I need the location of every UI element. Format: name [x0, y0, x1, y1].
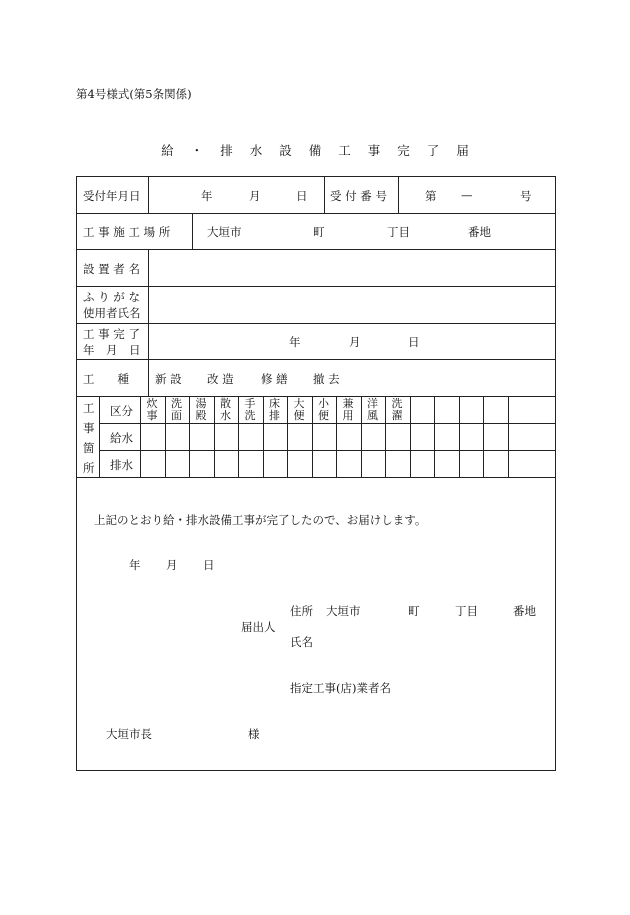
location-label-char: 工 [83, 401, 95, 415]
row-rule [77, 213, 555, 214]
drain-check-cell[interactable] [288, 451, 311, 476]
supply-check-cell[interactable] [386, 424, 409, 449]
site-banchi: 番地 [468, 225, 491, 239]
location-col-label: 便 [318, 409, 329, 422]
col-rule [99, 396, 100, 477]
form-id: 第4号様式(第5条関係) [76, 87, 192, 101]
location-col-label: 洗 [244, 409, 256, 422]
contractor-label: 指定工事(店)業者名 [290, 681, 391, 695]
notify-day: 日 [203, 558, 215, 572]
drain-label: 排水 [110, 458, 133, 472]
addressee: 大垣市長 [106, 727, 152, 741]
location-col-label: 事 [146, 409, 158, 422]
col-rule [148, 177, 149, 213]
drain-check-cell[interactable] [190, 451, 213, 476]
received-day: 日 [296, 189, 308, 203]
location-col-label: 洋 [367, 397, 378, 410]
installer-label: 設 置 者 名 [83, 262, 140, 276]
location-col-rule [459, 396, 460, 477]
form-frame [76, 176, 556, 771]
receipt-no-suffix: 号 [520, 189, 532, 203]
received-date-label: 受付年月日 [83, 189, 141, 203]
supply-check-cell[interactable] [313, 424, 336, 449]
title-char: 給 [161, 143, 174, 158]
site-chome: 丁目 [387, 225, 410, 239]
location-col-rule [508, 396, 509, 477]
title-char: 水 [249, 143, 263, 158]
supply-check-cell[interactable] [362, 424, 385, 449]
supply-check-cell[interactable] [141, 424, 164, 449]
address-town: 町 [408, 604, 420, 618]
col-rule [192, 213, 193, 249]
location-col-rule [410, 396, 411, 477]
work-type-repair[interactable]: 修 繕 [261, 372, 288, 386]
supply-check-cell[interactable] [166, 424, 189, 449]
honorific: 様 [248, 727, 260, 741]
location-col-label: 面 [171, 409, 182, 422]
work-type-label: 工 種 [83, 372, 129, 386]
completion-label-date: 年 月 日 [83, 343, 141, 357]
location-label-char: 所 [83, 461, 95, 475]
title-char: 了 [426, 143, 440, 158]
supply-label: 給水 [110, 431, 133, 445]
supply-check-cell[interactable] [288, 424, 311, 449]
site-label: 工 事 施 工 場 所 [83, 225, 171, 239]
location-col-label: 排 [269, 409, 280, 422]
notify-year: 年 [129, 558, 141, 572]
location-col-label: 洗 [391, 397, 403, 410]
location-col-label: 水 [220, 409, 231, 422]
row-rule [77, 477, 555, 478]
location-col-rule [483, 396, 484, 477]
title-char: 設 [279, 143, 292, 158]
col-rule [324, 177, 325, 213]
receipt-no-dash: — [461, 188, 473, 202]
location-col-label: 炊 [146, 397, 158, 410]
completion-label: 工 事 完 了 [83, 327, 140, 341]
title-char: 届 [456, 143, 469, 158]
drain-check-cell[interactable] [215, 451, 238, 476]
form-title [0, 141, 630, 159]
drain-check-cell[interactable] [362, 451, 385, 476]
location-col-label: 兼 [342, 397, 354, 410]
drain-check-cell[interactable] [337, 451, 360, 476]
supply-check-cell[interactable] [215, 424, 238, 449]
address-chome: 丁目 [455, 604, 478, 618]
work-type-removal[interactable]: 撤 去 [313, 372, 340, 386]
user-name-label: 使用者氏名 [83, 306, 141, 320]
supply-check-cell[interactable] [337, 424, 360, 449]
location-col-label: 洗 [171, 397, 182, 410]
title-char: 工 [338, 143, 351, 158]
completion-month: 月 [349, 335, 361, 349]
title-char: ・ [190, 143, 204, 158]
installer-field[interactable] [149, 250, 555, 285]
address-city: 大垣市 [326, 604, 361, 618]
title-char: 完 [397, 143, 410, 158]
work-type-new[interactable]: 新 設 [155, 372, 182, 386]
user-name-field[interactable] [149, 287, 555, 322]
completion-year: 年 [289, 335, 301, 349]
site-town: 町 [313, 225, 325, 239]
notify-month: 月 [166, 558, 178, 572]
received-month: 月 [249, 189, 261, 203]
location-col-label: 散 [220, 397, 231, 410]
category-label: 区分 [110, 404, 133, 418]
receipt-no-label: 受 付 番 号 [330, 189, 387, 203]
name-label: 氏名 [290, 635, 313, 649]
drain-check-cell[interactable] [141, 451, 164, 476]
completion-day: 日 [408, 335, 420, 349]
location-col-label: 濯 [391, 409, 403, 422]
statement: 上記のとおり給・排水設備工事が完了したので、お届けします。 [94, 513, 427, 527]
location-label-char: 箇 [83, 441, 95, 455]
site-city: 大垣市 [207, 225, 242, 239]
supply-check-cell[interactable] [264, 424, 287, 449]
address-label: 住所 [290, 604, 313, 618]
location-col-label: 湯 [195, 397, 207, 410]
location-col-rule [434, 396, 435, 477]
drain-check-cell[interactable] [166, 451, 189, 476]
work-type-remodel[interactable]: 改 造 [207, 372, 234, 386]
location-col-label: 殿 [195, 409, 207, 422]
location-col-label: 大 [293, 397, 305, 410]
drain-check-cell[interactable] [386, 451, 409, 476]
title-char: 排 [220, 143, 233, 158]
supply-check-cell[interactable] [190, 424, 213, 449]
supply-check-cell[interactable] [239, 424, 262, 449]
drain-check-cell[interactable] [264, 451, 287, 476]
receipt-no-prefix: 第 [425, 189, 437, 203]
location-col-label: 便 [293, 409, 305, 422]
furigana-label: ふ り が な [83, 290, 140, 304]
location-label-char: 事 [83, 421, 95, 435]
notifier-label: 届出人 [241, 620, 276, 634]
location-col-label: 風 [367, 409, 378, 422]
drain-check-cell[interactable] [239, 451, 262, 476]
location-col-label: 用 [342, 409, 354, 422]
col-rule [398, 177, 399, 213]
location-col-label: 床 [269, 397, 280, 410]
location-col-label: 手 [244, 397, 256, 410]
address-banchi: 番地 [513, 604, 536, 618]
drain-check-cell[interactable] [313, 451, 336, 476]
received-year: 年 [201, 189, 213, 203]
title-char: 備 [308, 143, 322, 158]
title-char: 事 [367, 143, 381, 158]
location-col-label: 小 [318, 397, 329, 410]
